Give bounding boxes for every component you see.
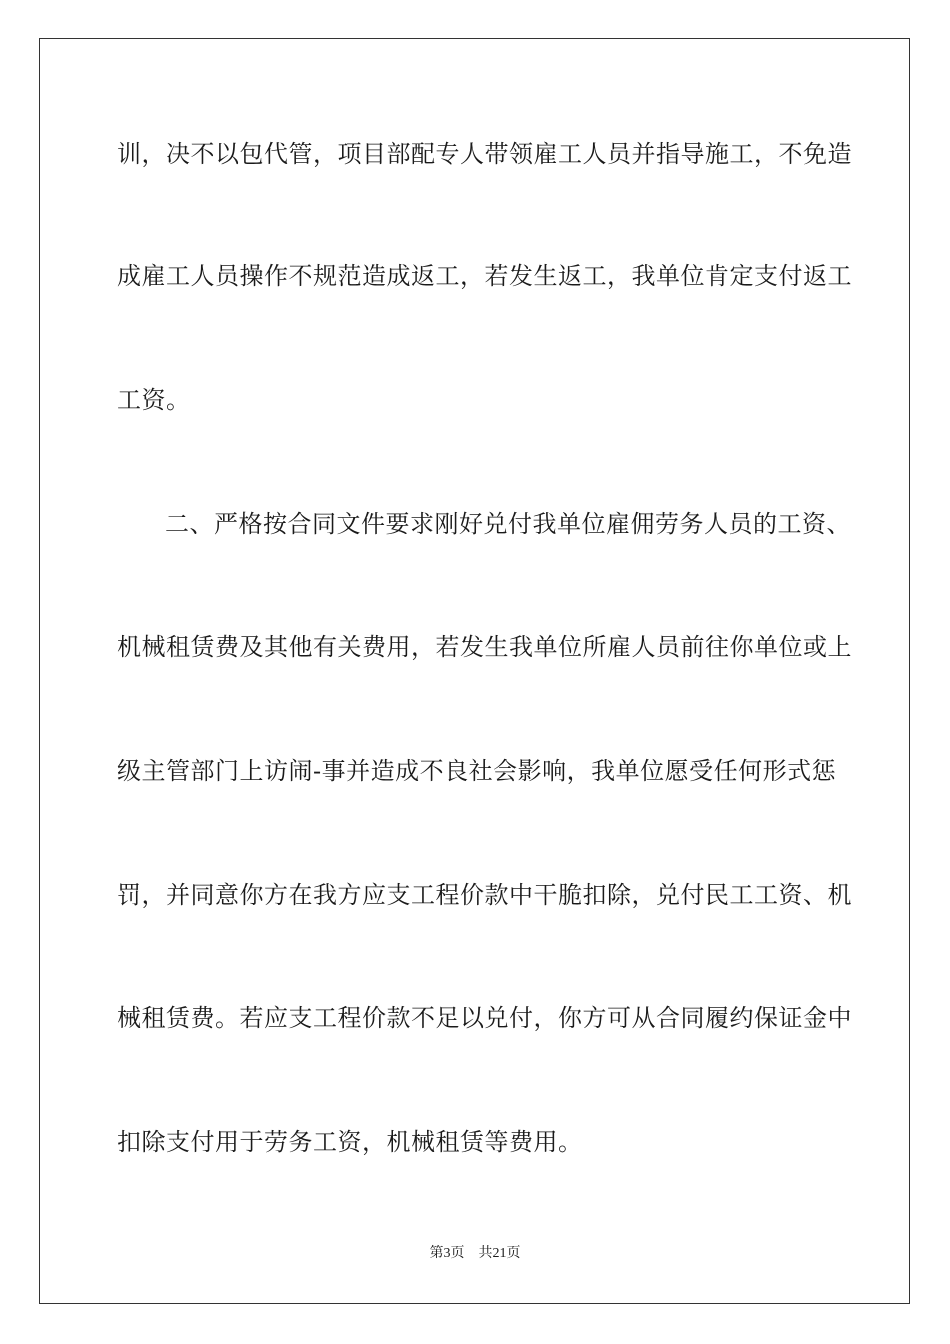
body-line-6: 级主管部门上访闹-事并造成不良社会影响，我单位愿受任何形式惩 (117, 757, 837, 785)
body-line-5: 机械租赁费及其他有关费用，若发生我单位所雇人员前往你单位或上 (117, 633, 852, 661)
body-line-7: 罚，并同意你方在我方应支工程价款中干脆扣除，兑付民工工资、机 (117, 881, 852, 909)
page-footer (0, 1245, 950, 1263)
body-line-1: 训，决不以包代管，项目部配专人带领雇工人员并指导施工，不免造 (117, 140, 852, 168)
body-line-9: 扣除支付用于劳务工资，机械租赁等费用。 (117, 1128, 583, 1156)
page-border (39, 38, 910, 1304)
total-pages: 共21页 (478, 1246, 521, 1261)
body-line-8: 械租赁费。若应支工程价款不足以兑付，你方可从合同履约保证金中 (117, 1004, 852, 1032)
body-line-2: 成雇工人员操作不规范造成返工，若发生返工，我单位肯定支付返工 (117, 262, 852, 290)
page-number: 第3页 (429, 1246, 465, 1261)
body-line-3: 工资。 (117, 386, 191, 414)
body-line-4-paragraph-start: 二、严格按合同文件要求刚好兑付我单位雇佣劳务人员的工资、 (165, 510, 851, 538)
